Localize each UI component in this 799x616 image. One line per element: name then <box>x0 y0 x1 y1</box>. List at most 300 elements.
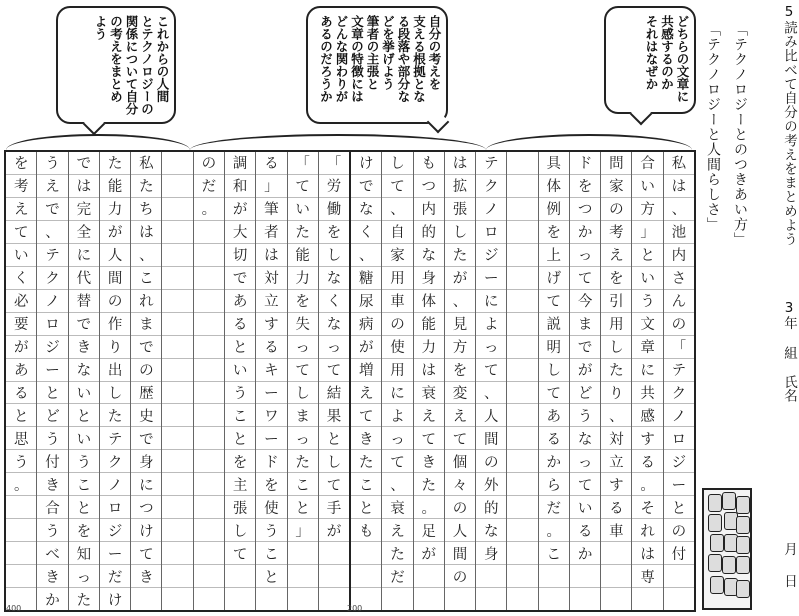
bubble-line: 支える根拠とな <box>411 15 427 103</box>
grid-cell: に <box>632 358 662 381</box>
grid-cell <box>6 495 36 518</box>
grid-column <box>444 152 475 610</box>
grid-cell: 」 <box>632 220 662 243</box>
grid-cell: と <box>225 335 255 358</box>
grid-cell: あ <box>6 358 36 381</box>
grid-cell <box>632 587 662 610</box>
grid-cell: て <box>382 174 412 197</box>
prompt-bubble-4 <box>56 6 176 124</box>
grid-cell: 調 <box>232 156 248 173</box>
grid-cell: が <box>100 220 130 243</box>
char-count-200: 200 <box>347 604 363 613</box>
grid-cell: と <box>37 381 67 404</box>
grid-cell: 思 <box>6 426 36 449</box>
grid-cell: あ <box>225 289 255 312</box>
grid-cell: で <box>351 174 381 197</box>
grid-cell: て <box>6 220 36 243</box>
grid-cell: ー <box>37 358 67 381</box>
grid-cell: る <box>256 335 286 358</box>
grid-cell: な <box>69 358 99 381</box>
grid-cell <box>194 403 224 426</box>
grid-cell <box>162 266 192 289</box>
grid-cell: い <box>288 197 318 220</box>
grid-cell: と <box>288 495 318 518</box>
grid-cell: 能 <box>414 312 444 335</box>
bubble-line: る段落や部分な <box>396 15 411 103</box>
grid-cell: テ <box>664 358 694 381</box>
grid-cell: か <box>570 541 600 564</box>
bubble-line: どんな関わりが <box>334 15 349 103</box>
grid-cell <box>539 587 569 610</box>
car-icon <box>710 534 724 552</box>
grid-cell: 用 <box>382 266 412 289</box>
grid-cell: 「 <box>664 335 694 358</box>
grid-cell: げ <box>539 266 569 289</box>
grid-cell: 能 <box>100 174 130 197</box>
grid-cell: は <box>256 243 286 266</box>
grid-cell: し <box>100 381 130 404</box>
grid-cell: 専 <box>632 564 662 587</box>
grid-cell: た <box>131 174 161 197</box>
grid-cell <box>225 587 255 610</box>
grid-cell: ん <box>664 289 694 312</box>
grid-cell: っ <box>288 335 318 358</box>
grid-cell: さ <box>664 266 694 289</box>
grid-cell: と <box>664 495 694 518</box>
grid-cell: の <box>100 289 130 312</box>
grid-cell: 私 <box>139 156 154 173</box>
grid-column <box>224 152 255 610</box>
grid-cell: ド <box>256 449 286 472</box>
grid-cell <box>225 564 255 587</box>
grid-cell: 衰 <box>382 495 412 518</box>
grid-cell: 考 <box>601 220 631 243</box>
grid-cell: よ <box>476 312 506 335</box>
grid-cell: っ <box>319 335 349 358</box>
grid-cell: 章 <box>632 335 662 358</box>
bubble-line: どちらの文章に <box>675 15 690 103</box>
grid-cell: テ <box>37 243 67 266</box>
grid-cell <box>162 197 192 220</box>
car-icon <box>710 576 724 594</box>
grid-cell: を <box>445 358 475 381</box>
grid-cell: ク <box>100 449 130 472</box>
grid-column <box>538 152 569 610</box>
grid-cell: し <box>601 335 631 358</box>
grid-column <box>287 152 318 610</box>
grid-cell: 上 <box>539 243 569 266</box>
grid-cell: れ <box>131 289 161 312</box>
date-fields <box>782 542 796 587</box>
grid-cell: 車 <box>601 518 631 541</box>
grid-cell: か <box>539 449 569 472</box>
grid-cell <box>507 358 537 381</box>
grid-cell: つ <box>414 174 444 197</box>
grid-cell: ま <box>131 312 161 335</box>
grid-cell: 要 <box>6 312 36 335</box>
grid-cell: 私 <box>671 156 687 173</box>
grid-cell: っ <box>570 449 600 472</box>
grid-cell: 人 <box>476 403 506 426</box>
car-icon <box>736 556 750 574</box>
grid-cell: 張 <box>225 495 255 518</box>
grid-cell: だ <box>539 495 569 518</box>
grid-cell: て <box>445 426 475 449</box>
grid-cell: 歴 <box>131 381 161 404</box>
grid-cell: 内 <box>664 243 694 266</box>
grid-cell: こ <box>256 541 286 564</box>
grid-cell <box>194 289 224 312</box>
grid-cell: 代 <box>69 266 99 289</box>
bubble-line: 関係について自分 <box>124 15 139 115</box>
grid-cell: が <box>570 358 600 381</box>
char-count-400: 400 <box>6 604 22 613</box>
grid-column <box>600 152 631 610</box>
grid-cell: こ <box>225 403 255 426</box>
grid-cell <box>445 587 475 610</box>
grid-cell: 、 <box>445 289 475 312</box>
grid-cell: ワ <box>256 403 286 426</box>
grid-cell: ド <box>577 156 593 173</box>
grid-cell <box>288 587 318 610</box>
grid-cell <box>194 312 224 335</box>
grid-cell <box>194 518 224 541</box>
grid-cell <box>351 564 381 587</box>
car-icon <box>736 536 750 554</box>
grid-cell <box>162 564 192 587</box>
grid-cell <box>507 312 537 335</box>
grid-cell: 的 <box>476 495 506 518</box>
grid-cell: い <box>69 381 99 404</box>
grid-cell: 間 <box>445 541 475 564</box>
grid-cell: り <box>100 335 130 358</box>
grid-cell: て <box>570 266 600 289</box>
traffic-illustration <box>702 488 752 610</box>
grid-cell: ロ <box>476 220 506 243</box>
grid-cell: 筆 <box>256 197 286 220</box>
grid-cell: 結 <box>319 381 349 404</box>
grid-cell: を <box>601 266 631 289</box>
grid-cell: 力 <box>288 266 318 289</box>
grid-cell: い <box>632 174 662 197</box>
grid-cell: を <box>570 174 600 197</box>
grid-cell <box>507 541 537 564</box>
grid-column <box>663 152 694 610</box>
grid-cell <box>162 335 192 358</box>
grid-cell <box>162 289 192 312</box>
grid-cell <box>162 587 192 610</box>
grid-cell: い <box>570 495 600 518</box>
grid-cell <box>194 449 224 472</box>
car-icon <box>708 494 722 512</box>
grid-cell: た <box>69 587 99 610</box>
grid-cell <box>319 564 349 587</box>
grid-cell: 失 <box>288 312 318 335</box>
grid-cell <box>507 197 537 220</box>
grid-cell: よ <box>382 403 412 426</box>
grid-cell: ど <box>37 403 67 426</box>
grid-cell <box>507 266 537 289</box>
grid-column <box>193 152 224 610</box>
grid-cell: が <box>445 266 475 289</box>
grid-cell: 明 <box>539 335 569 358</box>
grid-cell: け <box>131 518 161 541</box>
grid-cell: の <box>445 495 475 518</box>
grid-cell: え <box>351 381 381 404</box>
car-icon <box>736 580 750 598</box>
grid-cell: 病 <box>351 312 381 335</box>
grid-cell: う <box>225 381 255 404</box>
car-icon <box>736 516 750 534</box>
grid-cell <box>162 449 192 472</box>
grid-cell: ジ <box>476 243 506 266</box>
grid-cell: こ <box>539 541 569 564</box>
grid-cell: し <box>390 156 405 173</box>
grid-cell: 引 <box>601 289 631 312</box>
grid-cell <box>414 564 444 587</box>
grid-cell: き <box>131 564 161 587</box>
grid-cell: 、 <box>476 381 506 404</box>
bubble-line: 自分の考えを <box>427 15 442 90</box>
grid-cell: と <box>351 495 381 518</box>
grid-cell: き <box>414 449 444 472</box>
grid-cell: え <box>601 243 631 266</box>
grid-cell: 人 <box>100 243 130 266</box>
grid-cell <box>162 472 192 495</box>
grid-cell: こ <box>69 472 99 495</box>
grid-cell: 、 <box>664 197 694 220</box>
grid-cell: ジ <box>37 335 67 358</box>
grid-cell: て <box>225 541 255 564</box>
grid-cell <box>194 381 224 404</box>
grid-cell: え <box>414 403 444 426</box>
grid-cell <box>507 426 537 449</box>
grid-cell: ち <box>131 197 161 220</box>
grid-cell: を <box>69 518 99 541</box>
grid-cell: を <box>256 472 286 495</box>
grid-cell: の <box>601 197 631 220</box>
grid-cell: っ <box>69 564 99 587</box>
grid-cell: け <box>358 156 374 173</box>
bubble-line: の考えをまとめ <box>108 15 124 103</box>
grid-cell: た <box>288 449 318 472</box>
grid-cell: 者 <box>256 220 286 243</box>
grid-cell: て <box>539 289 569 312</box>
grid-cell <box>507 449 537 472</box>
grid-cell: し <box>225 518 255 541</box>
grid-cell: ク <box>664 381 694 404</box>
grid-cell: ー <box>664 472 694 495</box>
grid-cell: を <box>14 156 29 173</box>
grid-cell: 史 <box>131 403 161 426</box>
grid-cell: 働 <box>319 197 349 220</box>
grid-cell: か <box>570 220 600 243</box>
grid-cell: て <box>570 472 600 495</box>
grid-cell: 問 <box>609 156 624 173</box>
student-info <box>782 300 796 402</box>
grid-cell <box>131 587 161 610</box>
grid-cell: 付 <box>664 541 694 564</box>
grid-cell: え <box>37 174 67 197</box>
grid-cell: な <box>414 243 444 266</box>
grid-cell: 、 <box>37 220 67 243</box>
grid-cell: ー <box>256 426 286 449</box>
grid-cell <box>601 587 631 610</box>
grid-column <box>569 152 600 610</box>
grid-cell: う <box>69 449 99 472</box>
grid-cell: 労 <box>319 174 349 197</box>
grid-cell <box>507 174 537 197</box>
grid-cell <box>162 243 192 266</box>
grid-cell: と <box>319 426 349 449</box>
class-label: 組 <box>781 345 797 359</box>
grid-cell <box>194 587 224 610</box>
grid-cell: 力 <box>414 335 444 358</box>
grid-cell: き <box>37 564 67 587</box>
grid-cell <box>162 381 192 404</box>
grid-cell: 々 <box>445 472 475 495</box>
grid-cell: た <box>351 449 381 472</box>
grid-cell: け <box>100 587 130 610</box>
grid-cell: を <box>539 220 569 243</box>
grid-cell <box>162 403 192 426</box>
grid-cell <box>194 358 224 381</box>
grid-cell: だ <box>194 174 224 197</box>
grid-cell: な <box>351 197 381 220</box>
grid-cell: 体 <box>414 289 444 312</box>
grid-cell: 説 <box>539 312 569 335</box>
grid-cell <box>162 358 192 381</box>
day-label: 日 <box>781 573 797 587</box>
grid-cell: て <box>382 449 412 472</box>
grid-cell: ノ <box>476 197 506 220</box>
grid-cell: 変 <box>445 381 475 404</box>
grid-cell: ノ <box>100 472 130 495</box>
grid-cell: し <box>288 381 318 404</box>
grid-cell: い <box>69 426 99 449</box>
worksheet-title: 5読み比べて自分の考えをまとめよう <box>781 4 797 247</box>
grid-cell: 共 <box>632 381 662 404</box>
grid-cell: る <box>539 426 569 449</box>
grid-cell: 、 <box>351 243 381 266</box>
grid-cell <box>194 266 224 289</box>
grid-cell: を <box>319 220 349 243</box>
grid-column <box>255 152 286 610</box>
grid-cell <box>162 220 192 243</box>
grid-cell: す <box>256 312 286 335</box>
grid-cell: う <box>37 518 67 541</box>
grid-cell <box>664 564 694 587</box>
grid-column <box>506 152 537 610</box>
bubble-line: それはなぜか <box>644 15 659 90</box>
grid-cell: 。 <box>6 472 36 495</box>
grid-cell <box>476 587 506 610</box>
grid-cell: を <box>225 449 255 472</box>
grid-cell: た <box>414 472 444 495</box>
grid-cell <box>570 564 600 587</box>
grid-cell: て <box>319 472 349 495</box>
bubble-line: 筆者の主張と <box>365 15 380 90</box>
grid-cell: は <box>414 358 444 381</box>
grid-cell: が <box>319 518 349 541</box>
grid-cell: っ <box>288 426 318 449</box>
grid-cell: つ <box>570 197 600 220</box>
grid-cell: た <box>601 358 631 381</box>
grid-cell: 車 <box>382 289 412 312</box>
grid-cell: う <box>45 156 60 173</box>
grid-cell: に <box>69 243 99 266</box>
grid-cell: き <box>69 335 99 358</box>
grid-cell: 対 <box>256 266 286 289</box>
grid-cell: の <box>201 156 217 173</box>
grid-cell: な <box>476 518 506 541</box>
grid-cell <box>570 587 600 610</box>
grid-cell <box>194 495 224 518</box>
grid-cell: 内 <box>414 197 444 220</box>
grid-cell <box>6 541 36 564</box>
grid-cell <box>507 243 537 266</box>
grid-cell: は <box>69 174 99 197</box>
car-icon <box>708 554 722 572</box>
car-icon <box>708 514 722 532</box>
grid-cell: の <box>131 358 161 381</box>
grid-cell <box>382 587 412 610</box>
grid-cell: こ <box>131 266 161 289</box>
grid-cell: ま <box>288 403 318 426</box>
grid-cell: 外 <box>476 472 506 495</box>
grid-column <box>475 152 506 610</box>
grid-cell: が <box>414 541 444 564</box>
grid-cell: 家 <box>601 174 631 197</box>
grid-cell: ク <box>476 174 506 197</box>
grid-cell: は <box>664 174 694 197</box>
grid-cell <box>194 335 224 358</box>
grid-cell: っ <box>382 426 412 449</box>
grid-cell: た <box>100 403 130 426</box>
grid-cell: て <box>476 358 506 381</box>
name-label: 氏名 <box>781 375 797 402</box>
grid-cell: に <box>131 472 161 495</box>
grid-cell: 足 <box>414 518 444 541</box>
grid-cell: 、 <box>382 197 412 220</box>
grid-cell: 」 <box>288 518 318 541</box>
grid-cell: 必 <box>6 289 36 312</box>
grid-cell: て <box>351 403 381 426</box>
grid-cell: 大 <box>225 220 255 243</box>
grid-cell: 。 <box>194 197 224 220</box>
grid-cell: そ <box>632 495 662 518</box>
grid-cell: 合 <box>37 495 67 518</box>
grid-cell: が <box>6 335 36 358</box>
grid-cell: ジ <box>100 518 130 541</box>
grid-cell: て <box>288 358 318 381</box>
grid-cell: 張 <box>445 197 475 220</box>
grid-cell: 全 <box>69 220 99 243</box>
grid-column <box>130 152 161 610</box>
grid-cell: 。 <box>632 472 662 495</box>
bubble-line: どを挙げよう <box>380 15 396 90</box>
grid-cell: だ <box>100 564 130 587</box>
grade-label: 3年 <box>781 300 797 330</box>
grid-cell: の <box>664 518 694 541</box>
grid-cell: は <box>131 220 161 243</box>
grid-cell: 具 <box>546 156 562 173</box>
grid-cell <box>6 564 36 587</box>
bubble-line: 共感するのか <box>659 15 675 90</box>
grid-cell: と <box>69 403 99 426</box>
grid-cell: っ <box>476 335 506 358</box>
grid-cell: え <box>445 403 475 426</box>
